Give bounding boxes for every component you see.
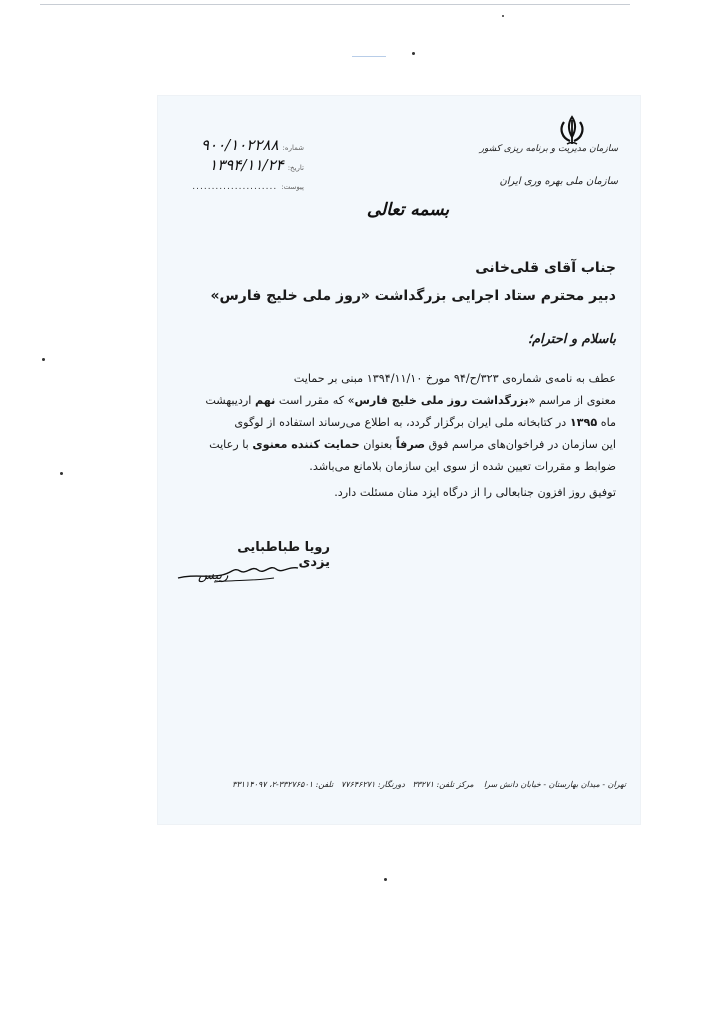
greeting: باسلام و احترام؛ — [527, 332, 616, 347]
letter-number-row — [172, 136, 304, 154]
body-line-3 — [234, 416, 616, 429]
body-text: » که مقرر است — [275, 394, 355, 407]
letter-footer — [232, 780, 626, 789]
scan-top-edge — [40, 4, 630, 5]
body-bold-only: صرفاً — [395, 438, 426, 451]
scan-speck — [412, 52, 415, 55]
footer-address: تهران - میدان بهارستان - خیابان دانش سرا — [483, 780, 626, 789]
footer-phone-label: تلفن: — [315, 780, 334, 789]
recipient-title: دبیر محترم ستاد اجرایی بزرگداشت «روز ملی خلیج فارس» — [210, 288, 616, 304]
body-line-4 — [209, 438, 616, 451]
body-text: با رعایت — [209, 438, 253, 451]
footer-fax-label: دورنگار: — [377, 780, 405, 789]
handwritten-signature — [174, 556, 304, 596]
letterhead-org-line1: سازمان مدیریت و برنامه ریزی کشور — [479, 144, 618, 154]
letter-date-value: ۱۳۹۴/۱۱/۲۴ — [209, 156, 284, 174]
scan-speck — [42, 358, 45, 361]
letter-attachment-row — [172, 182, 304, 192]
body-line-2 — [205, 394, 616, 407]
footer-fax-number: ۷۷۶۴۶۲۷۱ — [340, 780, 376, 789]
scan-speck — [502, 15, 504, 17]
letter-number-value: ۹۰۰/۱۰۲۲۸۸ — [200, 136, 279, 154]
letter-number-label: شماره: — [282, 144, 304, 152]
footer-center-phone: ۳۳۲۷۱ — [412, 780, 434, 789]
footer-phone-numbers: ۳۳۲۷۶۵۰۱-۲، ۳۳۱۱۴۰۹۷ — [232, 780, 314, 789]
body-bold-support: حمایت کننده معنوی — [252, 438, 360, 451]
signatory-title: رییس — [198, 568, 229, 583]
basmala-heading: بسمه تعالی — [366, 200, 450, 220]
body-text: معنوی از مراسم « — [528, 394, 616, 407]
body-text: این سازمان در فراخوان‌های مراسم فوق — [425, 438, 616, 451]
recipient-name: جناب آقای قلی‌خانی — [475, 260, 616, 276]
body-text: ماه — [597, 416, 616, 429]
scan-speck — [60, 472, 63, 475]
body-text: اردیبهشت — [205, 394, 255, 407]
body-text: در کتابخانه ملی ایران برگزار گردد، به اطلاع می‌رساند استفاده از لوگوی — [234, 416, 570, 429]
iran-emblem-icon — [555, 114, 589, 148]
body-line-1: عطف به نامه‌ی شماره‌ی ۳۲۳/ح/۹۴ مورخ ۱۳۹۴/۱۱/۱۰ مبنی بر حمایت — [293, 372, 616, 385]
letter-attachment-label: پیوست: — [281, 183, 304, 191]
signatory-name: رویا طباطبایی یزدی — [237, 540, 330, 570]
scan-speck — [384, 878, 387, 881]
letter-attachment-value: ...................... — [192, 182, 278, 192]
letter-date-label: تاریخ: — [287, 164, 304, 172]
letter-date-row — [172, 156, 304, 174]
letter-paper — [158, 96, 640, 824]
body-line-6: توفیق روز افزون جنابعالی را از درگاه ایزد منان مسئلت دارد. — [334, 486, 616, 499]
body-bold-event-name: بزرگداشت روز ملی خلیج فارس — [354, 394, 529, 407]
footer-center-label: مرکز تلفن: — [436, 780, 474, 789]
body-bold-day: نهم — [254, 394, 276, 407]
body-text: بعنوان — [359, 438, 396, 451]
letterhead-org-line2: سازمان ملی بهره وری ایران — [499, 176, 618, 187]
scan-mark — [352, 56, 386, 57]
body-bold-year: ۱۳۹۵ — [569, 416, 598, 429]
body-line-5: ضوابط و مقررات تعیین شده از سوی این سازمان بلامانع می‌باشد. — [309, 460, 616, 473]
